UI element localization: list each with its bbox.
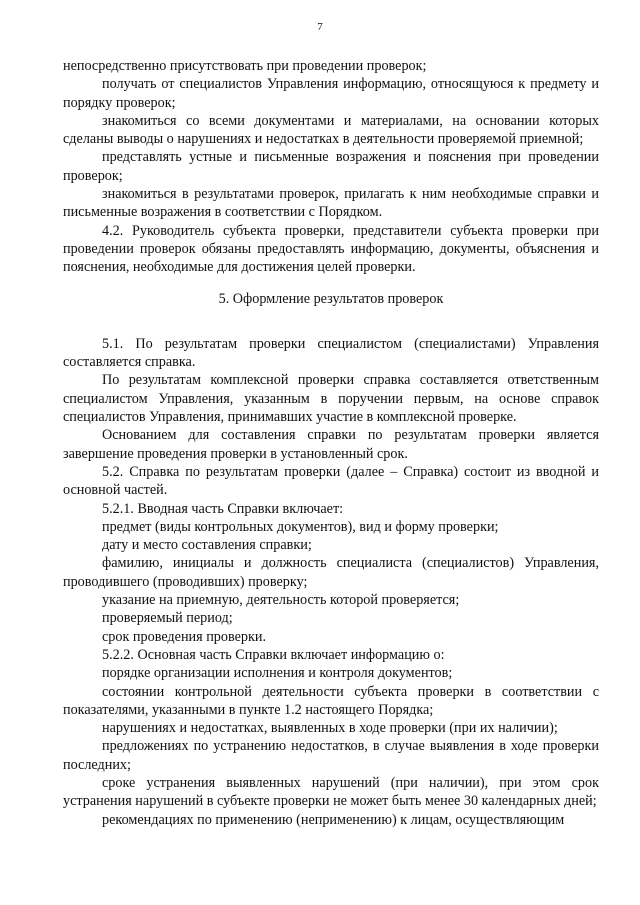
paragraph: порядке организации исполнения и контроля документов; bbox=[102, 665, 453, 682]
paragraph: срок проведения проверки. bbox=[102, 628, 267, 645]
paragraph: фамилию, инициалы и должность специалиста (специалистов) Управления, проводившего (проводивших) проверку; bbox=[63, 555, 599, 590]
paragraph: 5.2.2. Основная часть Справки включает информацию о: bbox=[102, 646, 445, 663]
paragraph: 5.1. По результатам проверки специалистом (специалистами) Управления составляется справка. bbox=[63, 335, 599, 371]
paragraph: 5.2.1. Вводная часть Справки включает: bbox=[102, 500, 344, 517]
paragraph: знакомиться со всеми документами и материалами, на основании которых сделаны выводы о нарушениях и недостатках в деятельности проверяемой приемной; bbox=[63, 112, 599, 148]
paragraph: дату и место составления справки; bbox=[102, 537, 312, 554]
paragraph: представлять устные и письменные возражения и пояснения при проведении проверок; bbox=[63, 149, 599, 184]
paragraph: непосредственно присутствовать при проведении проверок; bbox=[63, 58, 427, 74]
page-number: 7 bbox=[317, 21, 323, 33]
document-body bbox=[63, 57, 599, 829]
paragraph: нарушениях и недостатках, выявленных в ходе проверки (при их наличии); bbox=[102, 720, 558, 737]
section-heading: 5. Оформление результатов проверок bbox=[218, 290, 444, 307]
paragraph: рекомендациях по применению (неприменению) к лицам, осуществляющим bbox=[102, 811, 565, 828]
paragraph: получать от специалистов Управления информацию, относящуюся к предмету и порядку проверок; bbox=[63, 76, 599, 111]
paragraph: проверяемый период; bbox=[102, 610, 233, 627]
paragraph: Основанием для составления справки по результатам проверки является завершение проведения проверки в установленный срок. bbox=[63, 427, 599, 462]
paragraph: предложениях по устранению недостатков, в случае выявления в ходе проверки последних; bbox=[63, 738, 599, 773]
paragraph: По результатам комплексной проверки справка составляется ответственным специалистом Управления, указанным в поручении первым, на основе справок специалистов Управления, принимавших участие в комплексной проверке. bbox=[63, 372, 599, 426]
paragraph: 5.2. Справка по результатам проверки (далее – Справка) состоит из вводной и основной частей. bbox=[63, 463, 599, 499]
paragraph: знакомиться в результатами проверок, прилагать к ним необходимые справки и письменные возражения в соответствии с Порядком. bbox=[63, 186, 599, 221]
paragraph: предмет (виды контрольных документов), вид и форму проверки; bbox=[102, 518, 499, 535]
paragraph: сроке устранения выявленных нарушений (при наличии), при этом срок устранения нарушений в субъекте проверки не может быть менее 30 календарных дней; bbox=[63, 774, 599, 810]
paragraph: указание на приемную, деятельность которой проверяется; bbox=[102, 592, 460, 609]
paragraph: 4.2. Руководитель субъекта проверки, представители субъекта проверки при проведении проверок обязаны предоставлять информацию, документы, объяснения и пояснения, необходимые для достижения целей проверки. bbox=[63, 222, 599, 276]
paragraph: состоянии контрольной деятельности субъекта проверки в соответствии с показателями, указанными в пункте 1.2 настоящего Порядка; bbox=[63, 683, 599, 718]
